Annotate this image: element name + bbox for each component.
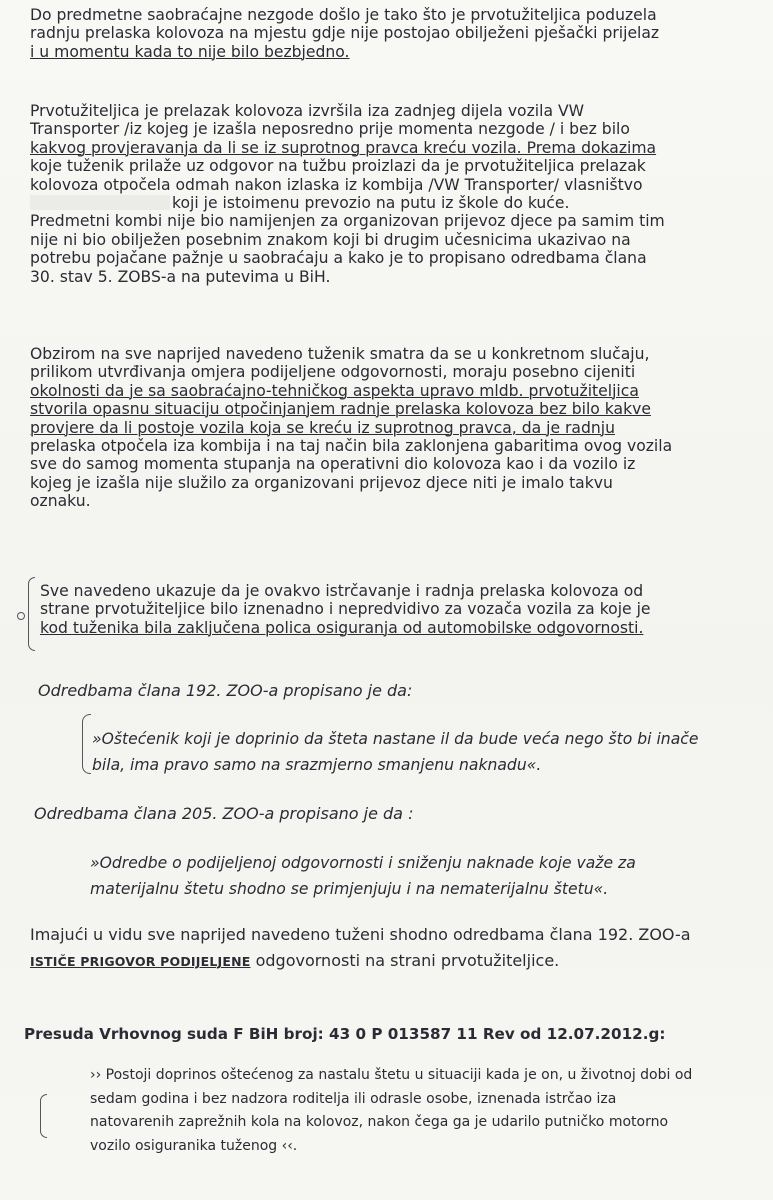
text-line xyxy=(30,194,760,212)
text-line: Prvotužiteljica je prelazak kolovoza izvršila iza zadnjeg dijela vozila VW xyxy=(30,102,585,120)
text-line: Odredbama člana 192. ZOO-a propisano je da: xyxy=(38,681,413,700)
text-line: stvorila opasnu situaciju otpočinjanjem radnje prelaska kolovoza bez bilo kakve xyxy=(30,400,651,419)
text-line: koje tuženik prilaže uz odgovor na tužbu proizlazi da je prvotužiteljica prelazak xyxy=(30,157,646,176)
text-line: sedam godina i bez nadzora roditelja ili odrasle osobe, iznenada istrčao iza xyxy=(90,1090,617,1107)
verdict-heading xyxy=(24,1025,764,1043)
text-fragment: odgovornosti na strani prvotužiteljice. xyxy=(250,951,560,970)
paragraph-crossing-behind-van xyxy=(30,102,760,286)
paragraph-sudden-crossing xyxy=(40,582,760,637)
text-line: kod tuženika bila zaključena polica osiguranja od automobilske odgovornosti. xyxy=(40,618,644,637)
heading-article-192 xyxy=(38,682,768,700)
text-line: »Oštećenik koji je doprinio da šteta nastane il da bude veća nego što bi inače xyxy=(92,730,699,748)
paragraph-shared-liability xyxy=(30,345,760,511)
text-line: strane prvotužiteljice bilo iznenadno i nepredvidivo za vozača vozila za koje je xyxy=(40,600,651,619)
text-line: vozilo osiguranika tuženog ‹‹. xyxy=(90,1137,298,1154)
text-line: oznaku. xyxy=(30,492,91,511)
text-line: i u momentu kada to nije bilo bezbjedno. xyxy=(30,42,350,61)
text-line: okolnosti da je sa saobraćajno-tehničkog aspekta upravo mldb. prvotužiteljica xyxy=(30,381,639,400)
text-line: kojeg je izašla nije služilo za organizovani prijevoz djece niti je imalo takvu xyxy=(30,473,613,492)
text-line: provjere da li postoje vozila koja se kreću iz suprotnog pravca, da je radnju xyxy=(30,418,615,437)
margin-bracket xyxy=(40,1094,47,1138)
text-line: Odredbama člana 205. ZOO-a propisano je da : xyxy=(34,804,414,823)
margin-bracket xyxy=(82,714,91,774)
text-line: kolovoza otpočela odmah nakon izlaska iz kombija /VW Transporter/ vlasništvo xyxy=(30,175,643,194)
text-line: nije ni bio obilježen posebnim znakom koji bi drugim učesnicima ukazivao na xyxy=(30,230,631,249)
text-line: Do predmetne saobraćajne nezgode došlo je tako što je prvotužiteljica poduzela xyxy=(30,6,657,24)
text-line: natovarenih zaprežnih kola na kolovoz, nakon čega ga je udarilo putničko motorno xyxy=(90,1114,669,1130)
margin-mark xyxy=(17,612,25,620)
text-line: bila, ima pravo samo na srazmjerno smanjenu naknadu«. xyxy=(92,756,542,774)
paragraph-accident-cause xyxy=(30,6,760,61)
text-line: Predmetni kombi nije bio namijenjen za organizovan prijevoz djece pa samim tim xyxy=(30,212,665,231)
text-line: sve do samog momenta stupanja na operativni dio kolovoza kao i da vozilo iz xyxy=(30,455,636,474)
redacted-name xyxy=(30,195,170,210)
text-fragment: koji je istoimenu prevozio na putu iz škole do kuće. xyxy=(172,194,570,213)
text-line: radnju prelaska kolovoza na mjestu gdje nije postojao obilježeni pješački prijelaz xyxy=(30,24,660,43)
heading-article-205 xyxy=(34,805,764,823)
text-line: prelaska otpočela iza kombija i na taj način bila zaklonjena gabaritima ovog vozila xyxy=(30,437,673,456)
text-line: prilikom utvrđivanja omjera podijeljene odgovornosti, moraju posebno cijeniti xyxy=(30,363,636,382)
text-line: »Odredbe o podijeljenoj odgovornosti i sniženju naknade koje važe za xyxy=(90,854,636,872)
text-line xyxy=(30,948,770,975)
text-line: Sve navedeno ukazuje da je ovakvo istrčavanje i radnja prelaska kolovoza od xyxy=(40,582,644,600)
text-line: potrebu pojačane pažnje u saobraćaju a kako je to propisano odredbama člana xyxy=(30,249,647,268)
text-line: kakvog provjeravanja da li se iz suprotnog pravca kreću vozila. Prema dokazima xyxy=(30,138,657,157)
text-line: 30. stav 5. ZOBS-a na putevima u BiH. xyxy=(30,267,331,286)
text-line: materijalnu štetu shodno se primjenjuju i na nematerijalnu štetu«. xyxy=(90,880,609,898)
margin-bracket xyxy=(28,577,35,651)
text-line: Presuda Vrhovnog suda F BiH broj: 43 0 P 013587 11 Rev od 12.07.2012.g: xyxy=(24,1025,666,1043)
quote-article-192 xyxy=(92,726,764,778)
quote-article-205 xyxy=(90,850,768,902)
text-line: ›› Postoji doprinos oštećenog za nastalu štetu u situaciji kada je on, u životnoj dobi od xyxy=(90,1067,693,1083)
text-line: Imajući u vidu sve naprijed navedeno tuženi shodno odredbama člana 192. ZOO-a xyxy=(30,925,691,944)
objection-emphasis: ISTIČE PRIGOVOR PODIJELJENE xyxy=(30,954,251,969)
verdict-quote xyxy=(90,1064,768,1158)
text-line: Transporter /iz kojeg je izašla neposredno prije momenta nezgode / i bez bilo xyxy=(30,120,630,139)
paragraph-conclusion xyxy=(30,922,770,975)
text-line: Obzirom na sve naprijed navedeno tuženik smatra da se u konkretnom slučaju, xyxy=(30,345,650,363)
